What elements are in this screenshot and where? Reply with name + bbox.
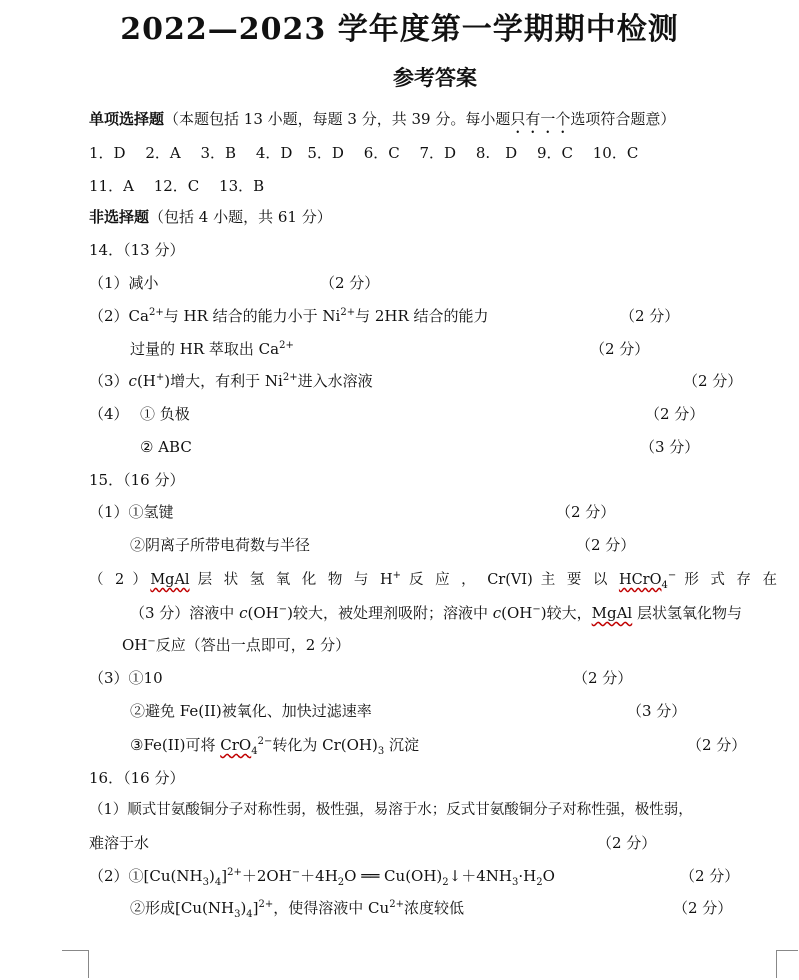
q15-part3-line1 — [89, 667, 163, 689]
q15-part1-number: （1） — [89, 503, 129, 521]
q14-part4-answer1: ① 负极 — [140, 405, 190, 423]
q15-part2-number: （ 2 ） — [89, 572, 151, 588]
q15-part3-cro-charge: 2− — [257, 736, 273, 747]
q15-part3-line3 — [130, 734, 419, 756]
q15-part1-line1 — [89, 501, 174, 523]
q15-part3-a3c: 沉淀 — [384, 736, 419, 754]
section2-desc: （包括 4 小题，共 61 分） — [149, 208, 332, 226]
q15-part3-points1: （2 分） — [573, 669, 633, 687]
q15-part3-answer2: ②避免 Fe(II)被氧化、加快过滤速率 — [130, 702, 372, 720]
crop-mark-left-h — [62, 950, 88, 951]
q16-eq-e1: ①[Cu(NH — [128, 867, 203, 885]
q15-part3-cro-sub: 4 — [251, 746, 258, 757]
q14-part3-c: c — [128, 372, 137, 390]
q16-eq-e3-charge: 2+ — [227, 867, 242, 878]
q15-part2-l2b: )较大，被处理剂吸附；溶液中 — [287, 604, 493, 622]
q14-part2-points1: （2 分） — [620, 307, 680, 325]
q14-part3-h: (H — [136, 372, 156, 390]
q14-part2-text2: 与 2HR 结合的能力 — [355, 307, 489, 325]
q16-eq-e1-sub: 3 — [202, 877, 209, 888]
q16-part2-number: （2） — [89, 867, 129, 885]
q15-part2-line2 — [130, 602, 742, 624]
q15-part2-mgal2: MgAl — [591, 604, 633, 622]
q14-part2-points2: （2 分） — [590, 340, 650, 358]
q16-eq-e7-sub: 3 — [511, 877, 519, 888]
q15-part1-answer2: ②阴离子所带电荷数与半径 — [130, 536, 311, 554]
q14-part3-ni-charge: 2+ — [282, 372, 298, 383]
q16-part2-f3-charge: 2+ — [258, 899, 274, 910]
mc-answers-row1: 1．D 2．A 3．B 4．D 5．D 6．C 7．D 8. D 9．C 10．C — [89, 144, 639, 162]
q15-part1-answer1: ①氢键 — [128, 503, 174, 521]
q14-part4-points1: （2 分） — [645, 405, 705, 423]
q16-eq-e2: ) — [208, 867, 215, 885]
section1-heading-line — [89, 108, 675, 137]
q15-part2-oh1-charge: − — [278, 604, 288, 615]
q16-eq-e7: ↓＋4NH — [448, 867, 512, 885]
q15-part1-points2: （2 分） — [576, 536, 636, 554]
q14-part4-answer2: ② ABC — [140, 438, 192, 456]
q14-part2-text1: 与 HR 结合的能力小于 Ni — [163, 307, 341, 325]
q14-part3-text2: 进入水溶液 — [297, 372, 373, 390]
q15-part3-a3b: 转化为 Cr(OH) — [272, 736, 378, 754]
q15-part2-oh2: (OH — [501, 604, 533, 622]
q15-part2-l2c: )较大， — [540, 604, 592, 622]
section1-desc-a: （本题包括 13 小题，每题 3 分，共 39 分。每小题 — [164, 110, 511, 128]
crop-mark-right-h — [776, 950, 798, 951]
q14-part1-answer: 减小 — [128, 274, 159, 292]
q15-part2-hcro-charge: − — [667, 570, 677, 582]
q14-part2-line1 — [89, 305, 489, 327]
q15-part2-line1 — [89, 569, 777, 591]
q15-part2-line3 — [122, 634, 350, 656]
q16-eq-e8: ·H — [518, 867, 537, 885]
q15-part2-h-charge: + — [392, 570, 401, 582]
q16-part1-line1-text: 顺式甘氨酸铜分子对称性弱，极性强，易溶于水；反式甘氨酸铜分子对称性强，极性弱， — [127, 802, 693, 818]
q15-part3-answer1: ①10 — [128, 669, 163, 687]
q16-eq-e6-sub: 2 — [442, 877, 449, 888]
q14-part3-number: （3） — [89, 372, 129, 390]
q16-eq-e4-charge: − — [291, 867, 301, 878]
q16-part2-line2 — [130, 897, 464, 919]
section2-heading-line — [89, 206, 332, 228]
q15-part2-l3b: 反应（答出一点即可，2 分） — [155, 636, 351, 654]
q15-part2-hcro: HCrO — [618, 572, 662, 588]
q15-part2-text3: 形 式 存 在 — [676, 572, 777, 588]
q16-part1-number: （1） — [89, 802, 128, 818]
q14-part2-line2 — [130, 338, 294, 360]
q15-part1-points1: （2 分） — [556, 503, 616, 521]
q14-part2-line2-charge: 2+ — [279, 340, 294, 351]
q14-part4-number: （4） — [89, 405, 129, 423]
q14-part2-ca: Ca — [128, 307, 149, 325]
q15-part2-text1: 层 状 氢 氧 化 物 与 H — [189, 572, 393, 588]
section1-desc-emphasis: 只有一个 — [510, 110, 571, 128]
q16-eq-e8-sub: 2 — [536, 877, 543, 888]
q16-eq-e4: ＋2OH — [241, 867, 292, 885]
section1-heading: 单项选择题 — [89, 110, 165, 128]
q14-part3-h-charge: + — [155, 372, 165, 383]
page-title: 2022—2023 学年度第一学期期中检测 — [120, 12, 679, 47]
q16-eq-e9: O — [542, 867, 555, 885]
q15-part3-points2: （3 分） — [627, 702, 687, 720]
q16-eq-e5-sub: 2 — [337, 877, 345, 888]
section1-desc-b: 选项符合题意） — [570, 110, 676, 128]
q15-part2-l2d: 层状氢氧化物与 — [632, 604, 743, 622]
q16-part2-f4-charge: 2+ — [389, 899, 404, 910]
q14-part1-points: （2 分） — [320, 274, 380, 292]
q15-part3-points3: （2 分） — [687, 736, 747, 754]
q15-part3-a3-sub: 3 — [377, 746, 385, 757]
q15-part2-oh3-charge: − — [147, 636, 156, 647]
q14-part4-points2: （3 分） — [640, 438, 700, 456]
q14-part1-number: （1） — [89, 274, 129, 292]
q14-part2-line2-text: 过量的 HR 萃取出 Ca — [130, 340, 280, 358]
q15-part2-l3a: OH — [122, 636, 148, 654]
q15-part2-oh2-charge: − — [532, 604, 541, 615]
q16-part2-points1: （2 分） — [680, 867, 740, 885]
q15-part3-cro: CrO — [220, 736, 252, 754]
section2-heading: 非选择题 — [89, 208, 150, 226]
crop-mark-right — [776, 950, 799, 978]
q15-part3-number: （3） — [89, 669, 129, 687]
q15-part3-a3a: ③Fe(II)可将 — [130, 736, 221, 754]
q16-part2-f4: ，使得溶液中 Cu — [273, 899, 390, 917]
q15-header: 15．（16 分） — [89, 471, 185, 489]
q16-part2-f2-sub: 4 — [246, 909, 253, 920]
q15-part2-hcro-sub: 4 — [661, 579, 668, 591]
q16-part1-line2: 难溶于水 — [89, 834, 150, 852]
q16-eq-e5: ＋4H — [300, 867, 338, 885]
crop-mark-left — [62, 950, 89, 978]
q14-header: 14．（13 分） — [89, 241, 185, 259]
q16-part2-f1: ②形成[Cu(NH — [130, 899, 235, 917]
q16-eq-e2-sub: 4 — [214, 877, 222, 888]
q16-eq-e3: ] — [221, 867, 228, 885]
q16-part2-f5: 浓度较低 — [403, 899, 464, 917]
page-subtitle: 参考答案 — [393, 65, 477, 90]
q14-part2-ca-charge: 2+ — [148, 307, 164, 318]
q16-part2-f3: ] — [252, 899, 259, 917]
mc-answers-row2: 11．A 12．C 13．B — [89, 177, 265, 195]
q15-part2-l2a: （3 分）溶液中 — [130, 604, 240, 622]
q15-part2-c1: c — [239, 604, 248, 622]
q14-part2-number: （2） — [89, 307, 129, 325]
q16-part2-line1 — [89, 865, 555, 887]
q14-part1 — [89, 272, 159, 294]
q15-part2-oh1: (OH — [247, 604, 279, 622]
q14-part3-points: （2 分） — [683, 372, 743, 390]
q16-part2-f2: ) — [240, 899, 247, 917]
q14-part2-ni-charge: 2+ — [340, 307, 356, 318]
q16-part1-line1 — [89, 799, 693, 821]
q14-part3 — [89, 370, 373, 392]
q14-part3-text1: )增大，有利于 Ni — [164, 372, 283, 390]
q16-part2-points2: （2 分） — [673, 899, 733, 917]
q16-header: 16．（16 分） — [89, 769, 185, 787]
q15-part2-text2: 反 应 ， Cr(VI) 主 要 以 — [400, 572, 619, 588]
q16-eq-e6: O ══ Cu(OH) — [344, 867, 443, 885]
q15-part2-c2: c — [492, 604, 502, 622]
q16-part2-f1-sub: 3 — [234, 909, 241, 920]
q16-part1-points: （2 分） — [597, 834, 657, 852]
q15-part2-mgal: MgAl — [150, 572, 190, 588]
